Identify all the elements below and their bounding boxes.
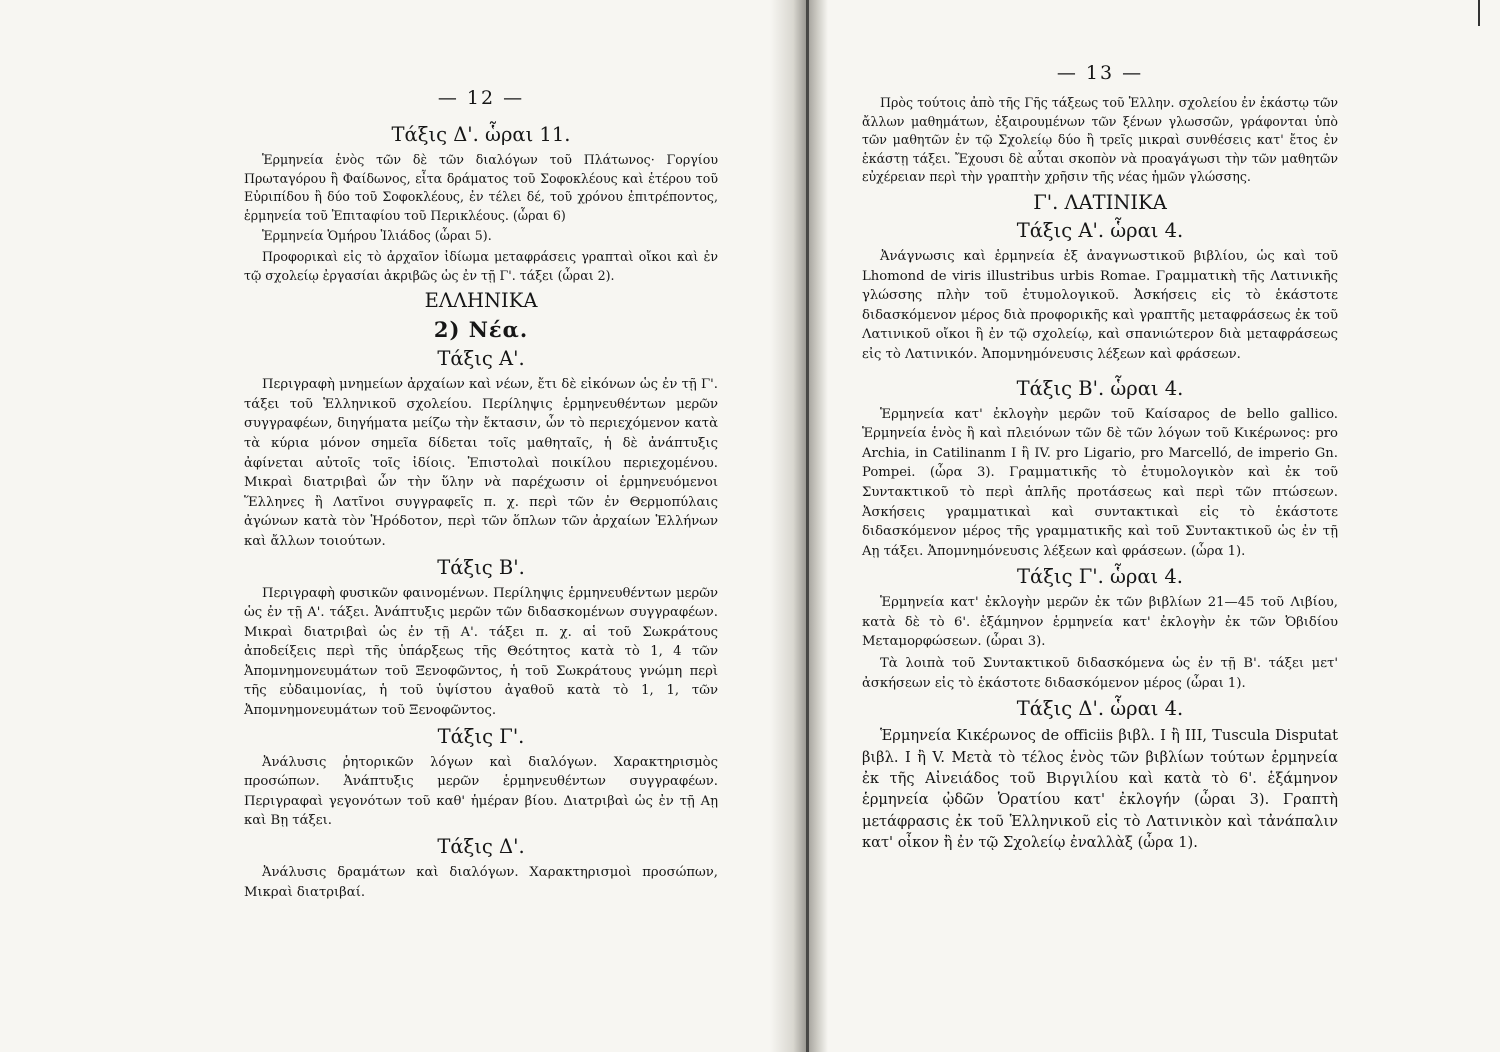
class-heading: Τάξις Β'. ὧραι 4. xyxy=(1016,376,1184,400)
section-title: ΕΛΛΗΝΙΚΑ xyxy=(424,289,538,313)
paragraph: Ἑρμηνεία ἑνὸς τῶν δὲ τῶν διαλόγων τοῦ Πλάτωνος· Γοργίου Πρωταγόρου ἢ Φαίδωνος, εἶτα δράματος τοῦ Σοφοκλέους καὶ ἑτέρου τοῦ Εὐριπίδου ἢ δύο τοῦ Σοφοκλέους, ἐν τέλει δέ, τοῦ χρόνου ἐπιτρέποντος, ἑρμηνεία τοῦ Ἐπιταφίου τοῦ Περικλέους. (ὧραι 6) xyxy=(244,152,718,223)
class-heading: Τάξις Α'. xyxy=(437,347,525,371)
paragraph: Ἑρμηνεία κατ' ἐκλογὴν μερῶν τοῦ Καίσαρος de bello gallico. Ἑρμηνεία ἑνὸς ἢ καὶ πλειόνων τῶν δὲ τῶν λόγων τοῦ Κικέρωνος: pro Archia, in Catilinanm I ἢ IV. pro Ligario, pro Marcellό, de imperio Gn. Pompei. (ὧρα 3). Γραμματικῆς τὸ ἐτυμολογικὸν καὶ ἐκ τοῦ Συντακτικοῦ τὸ περὶ ἁπλῆς προτάσεως καὶ περὶ τῶν πτώσεων. Ἀσκήσεις γραμματικαὶ καὶ συντακτικαὶ εἰς τὸ ἑκάστοτε διδασκόμενον μέρος τῆς γραμματικῆς καὶ τοῦ Συντακτικοῦ ὡς ἐν τῇ Αῃ τάξει. Ἀπομνημόνευσις λέξεων καὶ φράσεων. (ὧρα 1). xyxy=(862,406,1338,559)
class-heading: Τάξις Δ'. xyxy=(437,835,525,859)
subsection-title: 2) Νέα. xyxy=(433,317,529,343)
left-page xyxy=(244,0,718,904)
section-title: Γ'. ΛΑΤΙΝΙΚΑ xyxy=(1033,190,1167,214)
paragraph: Τὰ λοιπὰ τοῦ Συντακτικοῦ διδασκόμενα ὡς ἐν τῇ Β'. τάξει μετ' ἀσκήσεων εἰς τὸ ἑκάστοτε διδασκόμενον μέρος (ὧραι 1). xyxy=(862,656,1338,691)
paragraph: Περιγραφὴ φυσικῶν φαινομένων. Περίληψις ἑρμηνευθέντων μερῶν ὡς ἐν τῇ Α'. τάξει. Ἀνάπτυξις μερῶν τῶν διδασκομένων συγγραφέων. Μικραὶ διατριβαὶ ὡς ἐν τῇ Α'. τάξει π. χ. αἱ τοῦ Σωκράτους ἀποδείξεις περὶ τῆς ὑπάρξεως τῆς Θεότητος κατὰ τὸ 1, 4 τῶν Ἀπομνημονευμάτων τοῦ Ξενοφῶντος, ἡ τοῦ Σωκράτους γνώμη περὶ τῆς εὐδαιμονίας, ἡ τοῦ ὑψίστου ἀγαθοῦ κατὰ τὸ 1, 1, τῶν Ἀπομνημονευμάτων τοῦ Ξενοφῶντος. xyxy=(244,585,718,719)
page-number: — 13 — xyxy=(1056,62,1144,84)
paragraph: Ἑρμηνεία Ὁμήρου Ἰλιάδος (ὧραι 5). xyxy=(262,228,492,244)
class-heading: Τάξις Γ'. ὧραι 4. xyxy=(1017,565,1183,589)
paragraph: Ἑρμηνεία κατ' ἐκλογὴν μερῶν ἐκ τῶν βιβλίων 21—45 τοῦ Λιβίου, κατὰ δὲ τὸ 6'. ἑξάμηνον ἑρμηνεία κατ' ἐκλογὴν ἐκ τῶν Ὀβιδίου Μεταμορφώσεων. (ὧραι 3). xyxy=(862,595,1338,650)
paragraph: Προφορικαὶ εἰς τὸ ἀρχαῖον ἰδίωμα μεταφράσεις γραπταὶ οἴκοι καὶ ἐν τῷ σχολείῳ ἐργασίαι ἀκριβῶς ὡς ἐν τῇ Γ'. τάξει (ὧραι 2). xyxy=(244,248,718,283)
paragraph: Ἀνάγνωσις καὶ ἑρμηνεία ἐξ ἀναγνωστικοῦ βιβλίου, ὡς καὶ τοῦ Lhomond de viris illustribus urbis Romae. Γραμματικὴ τῆς Λατινικῆς γλώσσης πλὴν τοῦ ἐτυμολογικοῦ. Ἀσκήσεις εἰς τὸ ἑκάστοτε διδασκόμενον μέρος διὰ προφορικῆς καὶ γραπτῆς μεταφράσεως ἐκ τοῦ Λατινικοῦ οἴκοι ἢ ἐν τῷ σχολείῳ, καὶ σπανιώτερον διὰ μεταφράσεως εἰς τὸ Λατινικόν. Ἀπομνημόνευσις λέξεων καὶ φράσεων. xyxy=(862,248,1338,362)
class-heading: Τάξις Δ'. ὧραι 11. xyxy=(391,123,571,146)
gutter-shadow-line xyxy=(806,0,809,1052)
book-gutter xyxy=(770,0,828,1052)
spacer xyxy=(862,367,1338,373)
page-number: — 12 — xyxy=(437,87,525,109)
paragraph: Πρὸς τούτοις ἀπὸ τῆς Γῆς τάξεως τοῦ Ἑλλην. σχολείου ἐν ἑκάστῳ τῶν ἄλλων μαθημάτων, ἐξαιρουμένων τῶν ξένων γλωσσῶν, γράφονται ὑπὸ τῶν μαθητῶν ἐν τῷ Σχολείῳ δύο ἢ τρεῖς μικραὶ συνθέσεις κατ' ἔτος ἐν ἑκάστῃ τάξει. Ἔχουσι δὲ αὗται σκοπὸν νὰ προαγάγωσι τὴν τῶν μαθητῶν εὐχέρειαν περὶ τὴν γραπτὴν χρῆσιν τῆς νέας ἡμῶν γλώσσης. xyxy=(862,95,1338,185)
right-page xyxy=(862,0,1338,856)
class-heading: Τάξις Δ'. ὧραι 4. xyxy=(1016,697,1184,721)
paragraph: Ἑρμηνεία Κικέρωνος de officiis βιβλ. I ἢ III, Tuscula Disputat βιβλ. I ἢ V. Μετὰ τὸ τέλος ἑνὸς τῶν βιβλίων τούτων ἑρμηνεία ἐκ τῆς Αἰνειάδος τοῦ Βιργιλίου καὶ κατὰ τὸ 6'. ἑξάμηνον ἑρμηνεία ᾠδῶν Ὁρατίου κατ' ἐκλογήν (ὧραι 3). Γραπτὴ μετάφρασις ἐκ τοῦ Ἑλληνικοῦ εἰς τὸ Λατινικὸν καὶ τἀνάπαλιν κατ' οἶκον ἢ ἐν τῷ Σχολείῳ ἐναλλὰξ (ὧρα 1). xyxy=(862,727,1338,852)
paragraph: Ἀνάλυσις δραμάτων καὶ διαλόγων. Χαρακτηρισμοὶ προσώπων, Μικραὶ διατριβαί. xyxy=(244,865,718,900)
page-edge-mark xyxy=(1478,0,1480,26)
class-heading: Τάξις Γ'. xyxy=(437,724,525,748)
paragraph: Περιγραφὴ μνημείων ἀρχαίων καὶ νέων, ἔτι δὲ εἰκόνων ὡς ἐν τῇ Γ'. τάξει τοῦ Ἑλληνικοῦ σχολείου. Περίληψις ἑρμηνευθέντων μερῶν συγγραφέων, διηγήματα μείζω τὴν ἔκτασιν, ὧν τὸ περιεχόμενον κατὰ τὰ κύρια μόνον σημεῖα δίδεται τοῖς μαθηταῖς, ἡ δὲ ἀνάπτυξις ἀφίνεται αὐτοῖς τοῖς ἰδίοις. Ἐπιστολαὶ ποικίλου περιεχομένου. Μικραὶ διατριβαὶ ὧν τὴν ὕλην νὰ παρέχωσιν οἱ ἑρμηνευόμενοι Ἕλληνες ἢ Λατῖνοι συγγραφεῖς π. χ. περὶ τῶν ἐν Θερμοπύλαις ἀγώνων κατὰ τὸν Ἡρόδοτον, περὶ τῶν ὅπλων τῶν ἀρχαίων Ἑλλήνων καὶ ἄλλων τοιούτων. xyxy=(244,377,718,549)
class-heading: Τάξις Α'. ὧραι 4. xyxy=(1016,218,1184,242)
class-heading: Τάξις Β'. xyxy=(437,555,525,579)
paragraph: Ἀνάλυσις ῥητορικῶν λόγων καὶ διαλόγων. Χαρακτηρισμὸς προσώπων. Ἀνάπτυξις μερῶν ἑρμηνευθέντων συγγραφέων. Περιγραφαὶ γεγονότων τοῦ καθ' ἡμέραν βίου. Διατριβαὶ ὡς ἐν τῇ Αῃ καὶ Βῃ τάξει. xyxy=(244,754,718,829)
